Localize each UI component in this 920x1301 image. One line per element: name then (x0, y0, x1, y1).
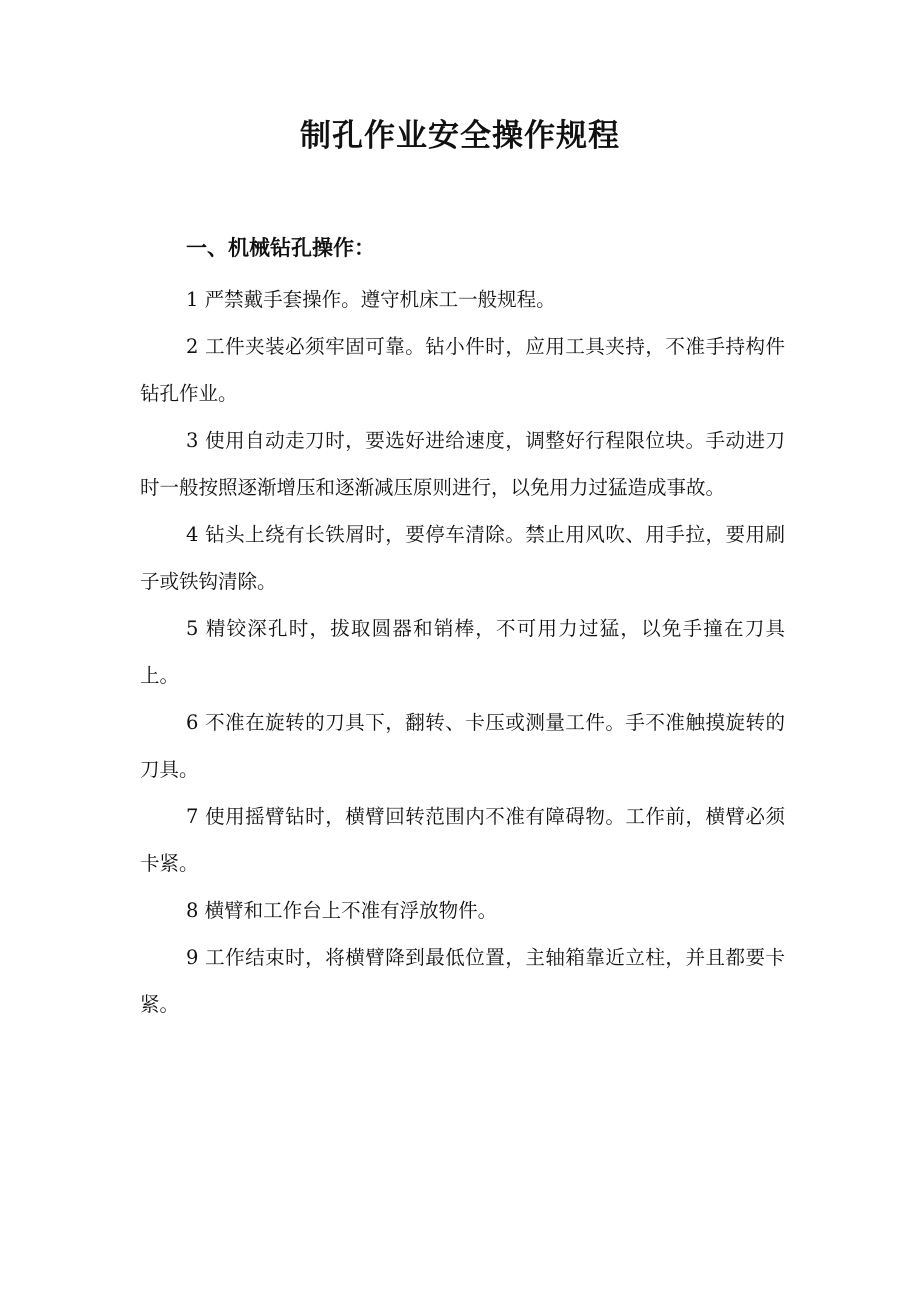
section-heading: 一、机械钻孔操作： (186, 236, 375, 260)
rule-paragraph-1: 1 严禁戴手套操作。遵守机床工一般规程。 (186, 288, 556, 311)
rule-paragraph-8: 8 横臂和工作台上不准有浮放物件。 (186, 899, 498, 922)
rule-paragraph-9: 9 工作结束时，将横臂降到最低位置，主轴箱靠近立柱，并且都要卡紧。 (140, 946, 785, 1016)
rule-paragraph-7: 7 使用摇臂钻时，横臂回转范围内不准有障碍物。工作前，横臂必须卡紧。 (140, 805, 785, 875)
rule-paragraph-6: 6 不准在旋转的刀具下，翻转、卡压或测量工件。手不准触摸旋转的刀具。 (140, 711, 785, 781)
rule-paragraph-2: 2 工件夹装必须牢固可靠。钻小件时，应用工具夹持，不准手持构件钻孔作业。 (140, 335, 785, 405)
rule-paragraph-3: 3 使用自动走刀时，要选好进给速度，调整好行程限位块。手动进刀时一般按照逐渐增压和逐渐减压原则进行，以免用力过猛造成事故。 (140, 429, 785, 499)
document-title: 制孔作业安全操作规程 (300, 118, 620, 154)
body-text (140, 276, 785, 1028)
rule-paragraph-5: 5 精铰深孔时，拔取圆器和销棒，不可用力过猛，以免手撞在刀具上。 (140, 617, 785, 687)
rule-paragraph-4: 4 钻头上绕有长铁屑时，要停车清除。禁止用风吹、用手拉，要用刷子或铁钩清除。 (140, 523, 785, 593)
